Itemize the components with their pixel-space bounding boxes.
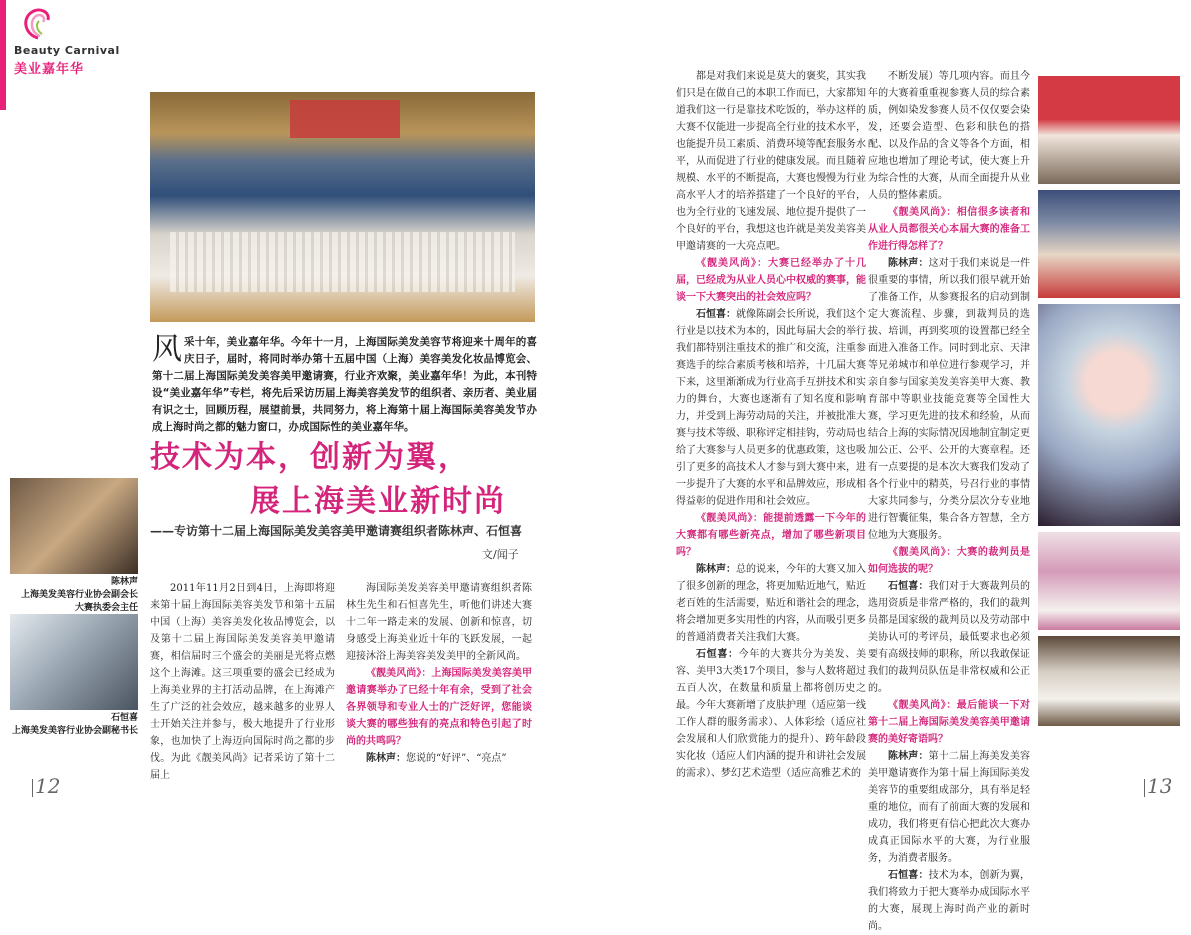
answer-text: 技术为本，创新为翼，我们将致力于把大赛举办成国际水平的大赛，展现上海时尚产业的新时尚。: [868, 870, 1031, 932]
drop-cap: 风: [152, 332, 182, 367]
speaker-label: 陈林声：: [888, 258, 929, 269]
right-body-column-2: [868, 68, 1030, 935]
body-paragraph: 2011年11月2日到4日，上海即将迎来第十届上海国际美容美发节和第十五届中国（上海）美容美发化妆品博览会，以及第十二届上海国际美发美容美甲邀请赛，相信届时三个盛会的美丽是光将点燃这个上海滩。这三项重要的盛会已经成为上海美业界的主打活动品牌，在上海滩产生了广泛的社会效应，越来越多的业界人士开始关注并参与，极大地提升了行业形象，也加快了上海迈向国际时尚之都的步伐。为此《靓美风尚》记者采访了第十二届上: [150, 583, 335, 781]
caption-shi: [10, 712, 138, 738]
caption-chen-name: 陈林声: [110, 577, 138, 587]
speaker-label: 陈林声：: [366, 753, 406, 764]
speaker-label: 石恒喜：: [696, 309, 736, 320]
interview-answer: [676, 561, 866, 646]
answer-text: 第十二届上海美发美容美甲邀请赛作为第十届上海国际美发美容节的重要组成部分，具有举足轻重的地位，而有了前面大赛的发展和成功，我们将更有信心把此次大赛办成真正国际水平的大赛，为行业服务，为消费者服务。: [868, 751, 1031, 864]
answer-text: 您说的“好评”、“亮点”: [406, 753, 507, 764]
interview-question: 《靓美风尚》：大赛已经举办了十几届，已经成为从业人员心中权威的赛事，能谈一下大赛突出的社会效应吗？: [676, 258, 866, 303]
caption-chen: [10, 576, 138, 615]
portrait-photo-shi: [10, 614, 138, 710]
answer-text: 总的说来，今年的大赛又加入了很多创新的理念，将更加贴近地气，贴近老百姓的生活需要，贴近和谐社会的理念，将会增加更多实用性的内容，从而吸引更多的普通消费者关注我们大赛。: [676, 564, 866, 643]
right-page: [596, 0, 1191, 932]
interview-answer: [868, 255, 1030, 544]
photo-stage-show: [1038, 532, 1180, 630]
right-body-column-1: [676, 68, 866, 782]
interview-question: 《靓美风尚》：能提前透露一下今年的大赛都有哪些新亮点，增加了哪些新项目吗？: [676, 513, 866, 558]
speaker-label: 石恒喜：: [888, 581, 929, 592]
interview-question: 《靓美风尚》：上海国际美发美容美甲邀请赛举办了已经十年有余，受到了社会各界领导和专业人士的广泛好评，您能谈谈大赛的哪些独有的亮点和特色引起了时尚的共鸣吗？: [346, 668, 532, 747]
page-number-right: [1144, 774, 1172, 798]
speaker-label: 陈林声：: [696, 564, 736, 575]
photo-bridal-styling: [1038, 636, 1180, 726]
left-body-column-1: [150, 580, 335, 784]
speaker-label: 陈林声：: [888, 751, 929, 762]
byline: 文/闻子: [482, 548, 519, 561]
left-body-column-2: [346, 580, 532, 767]
interview-answer: [868, 578, 1030, 697]
page-number-text: 12: [35, 774, 61, 798]
page-number-left: [32, 774, 60, 798]
interview-question: 《靓美风尚》：大赛的裁判员是如何选拔的呢？: [868, 547, 1030, 575]
photo-fantasy-makeup-model: [1038, 304, 1180, 526]
caption-chen-title-2: 大赛执委会主任: [74, 603, 138, 613]
magazine-logo: [14, 6, 124, 76]
caption-shi-title-1: 上海美发美容行业协会副秘书长: [11, 726, 138, 736]
stage-banner: [290, 100, 400, 138]
answer-text: 这对于我们来说是一件很重要的事情，所以我们很早就开始了准备工作，从参赛报名的启动到制定大赛流程、步骤，到裁判员的选拔、培训，再到奖项的设置都已经全面进入准备工作。同时到北京、天津等兄弟城市和单位进行参观学习，并亲自参与国家美发美容美甲大赛、教育部中等职业技能竞赛等全国性大赛，学习更先进的技术和经验，从而结合上海的实际情况因地制宜制定更加公正、公平、公开的大赛章程。还有一点要提的是本次大赛我们发动了各个行业中的精英，号召行业的事情大家共同参与，分类分层次分专业地进行智囊征集，集合各方智慧，全方位地为大赛服务。: [868, 258, 1031, 541]
interview-answer: [346, 750, 532, 767]
speaker-label: 石恒喜：: [696, 649, 739, 660]
caption-shi-name: 石恒喜: [110, 713, 138, 723]
headline-line-1: 技术为本，创新为翼，: [150, 440, 470, 475]
headline-line-2: 展上海美业新时尚: [250, 484, 506, 519]
pink-accent-bar: [0, 0, 6, 110]
body-paragraph: 不断发展）等几项内容。而且今年的大赛着重重视参赛人员的综合素质，例如染发参赛人员不仅仅要会染发，还要会造型、色彩和肤色的搭配、以及作品的含义等各个方面，相应地也增加了理论考试，使大赛上升为综合性的大赛，从而全面提升从业人员的整体素质。: [868, 71, 1030, 201]
portrait-photo-chen: [10, 478, 138, 574]
caption-chen-title-1: 上海美发美容行业协会副会长: [20, 590, 138, 600]
interview-question: 《靓美风尚》：相信很多读者和从业人员都很关心本届大赛的准备工作进行得怎样了？: [868, 207, 1030, 252]
competition-hall-photo: [150, 92, 535, 322]
answer-text: 就像陈副会长所说，我们这个行业是以技术为本的，因此每届大会的举行我们都特别注重技术的推广和交流，注重参赛选手的综合素质考核和培养，十几届大赛下来，这里渐渐成为行业高手互拼技术和实力的舞台，大赛也逐渐有了知名度和影响力，并受到上海劳动局的关注，并被批准大赛与技术等级、职称评定相挂钩，劳动局也给了大赛参与人员更多的优惠政策，这也吸引了更多的高技术人才参与到大赛中来，进一步提升了大赛的水平和品牌效应，形成相得益彰的促进作用和社会效应。: [676, 309, 866, 507]
body-paragraph: 都是对我们来说是莫大的褒奖，其实我们只是在做自己的本职工作而已，大家都知道我们这一行是靠技术吃饭的，举办这样的大赛不仅能进一步提高全行业的技术水平，也能提升员工素质、消费环境等配套服务水平，从而促进了行业的健康发展。而且随着规模、水平的不断提高，大赛也慢慢为行业高水平人才的培养搭建了一个良好的平台，也为全行业的飞速发展、地位提升提供了一个良好的平台，我想这也许就是美发美容美甲邀请赛的一大亮点吧。: [676, 71, 866, 252]
answer-text: 今年的大赛共分为美发、美容、美甲3大类17个项目，参与人数将超过五百人次，在数量和质量上都将创历史之最。今年大赛新增了皮肤护理（适应第一线工作人群的服务需求）、人体彩绘（适应社会发展和人们欣赏能力的提升）、跨年龄段实化妆（适应人们内涵的提升和讲社会发展的需求）、梦幻艺术造型（适应高雅艺术的: [676, 649, 867, 779]
intro-paragraph: [152, 334, 537, 436]
speaker-label: 石恒喜：: [888, 870, 929, 881]
swirl-logo-icon: [18, 6, 58, 42]
page-number-text: 13: [1147, 774, 1173, 798]
competitors-crowd: [170, 232, 515, 292]
page-number-rule: [32, 779, 33, 797]
interview-answer: [676, 306, 866, 510]
photo-award-ceremony: [1038, 76, 1180, 184]
logo-text-en: Beauty Carnival: [14, 44, 120, 57]
intro-text: 采十年，美业嘉年华。今年十一月，上海国际美发美容节将迎来十周年的喜庆日子，届时，将同时举办第十五届中国（上海）美容美发化妆品博览会、第十二届上海国际美发美容美甲邀请赛，行业齐欢聚，美业嘉年华！为此，本刊特设“美业嘉年华”专栏，将先后采访历届上海美容美发节的组织者、亲历者、美业届有识之士，回顾历程，展望前景，共同努力，将上海第十届上海国际美容美发节办成上海时尚之都的魅力窗口，办成国际性的美业嘉年华。: [152, 336, 537, 433]
page-number-rule: [1144, 779, 1145, 797]
interview-answer: [868, 867, 1030, 935]
article-subtitle: ——专访第十二届上海国际美发美容美甲邀请赛组织者陈林声、石恒喜: [150, 524, 523, 538]
left-page: [0, 0, 596, 808]
body-paragraph: 海国际美发美容美甲邀请赛组织者陈林生先生和石恒喜先生，听他们讲述大赛十二年一路走来的发展、创新和惊喜，切身感受上海美业近十年的飞跃发展，一起迎接沐浴上海美容美发美甲的全新风尚。: [346, 583, 532, 662]
answer-text: 我们对于大赛裁判员的选用资质是非常严格的，我们的裁判员都是国家级的裁判员以及劳动部中美协认可的考评员，最低要求也必须要有高级技师的职称，所以我敢保证我们的裁判员队伍是非常权威和公正的。: [868, 581, 1031, 694]
interview-answer: [676, 646, 866, 782]
interview-question: 《靓美风尚》：最后能谈一下对第十二届上海国际美发美容美甲邀请赛的美好寄语吗？: [868, 700, 1030, 745]
photo-group-contestants: [1038, 190, 1180, 298]
logo-text-cn: 美业嘉年华: [14, 62, 85, 77]
